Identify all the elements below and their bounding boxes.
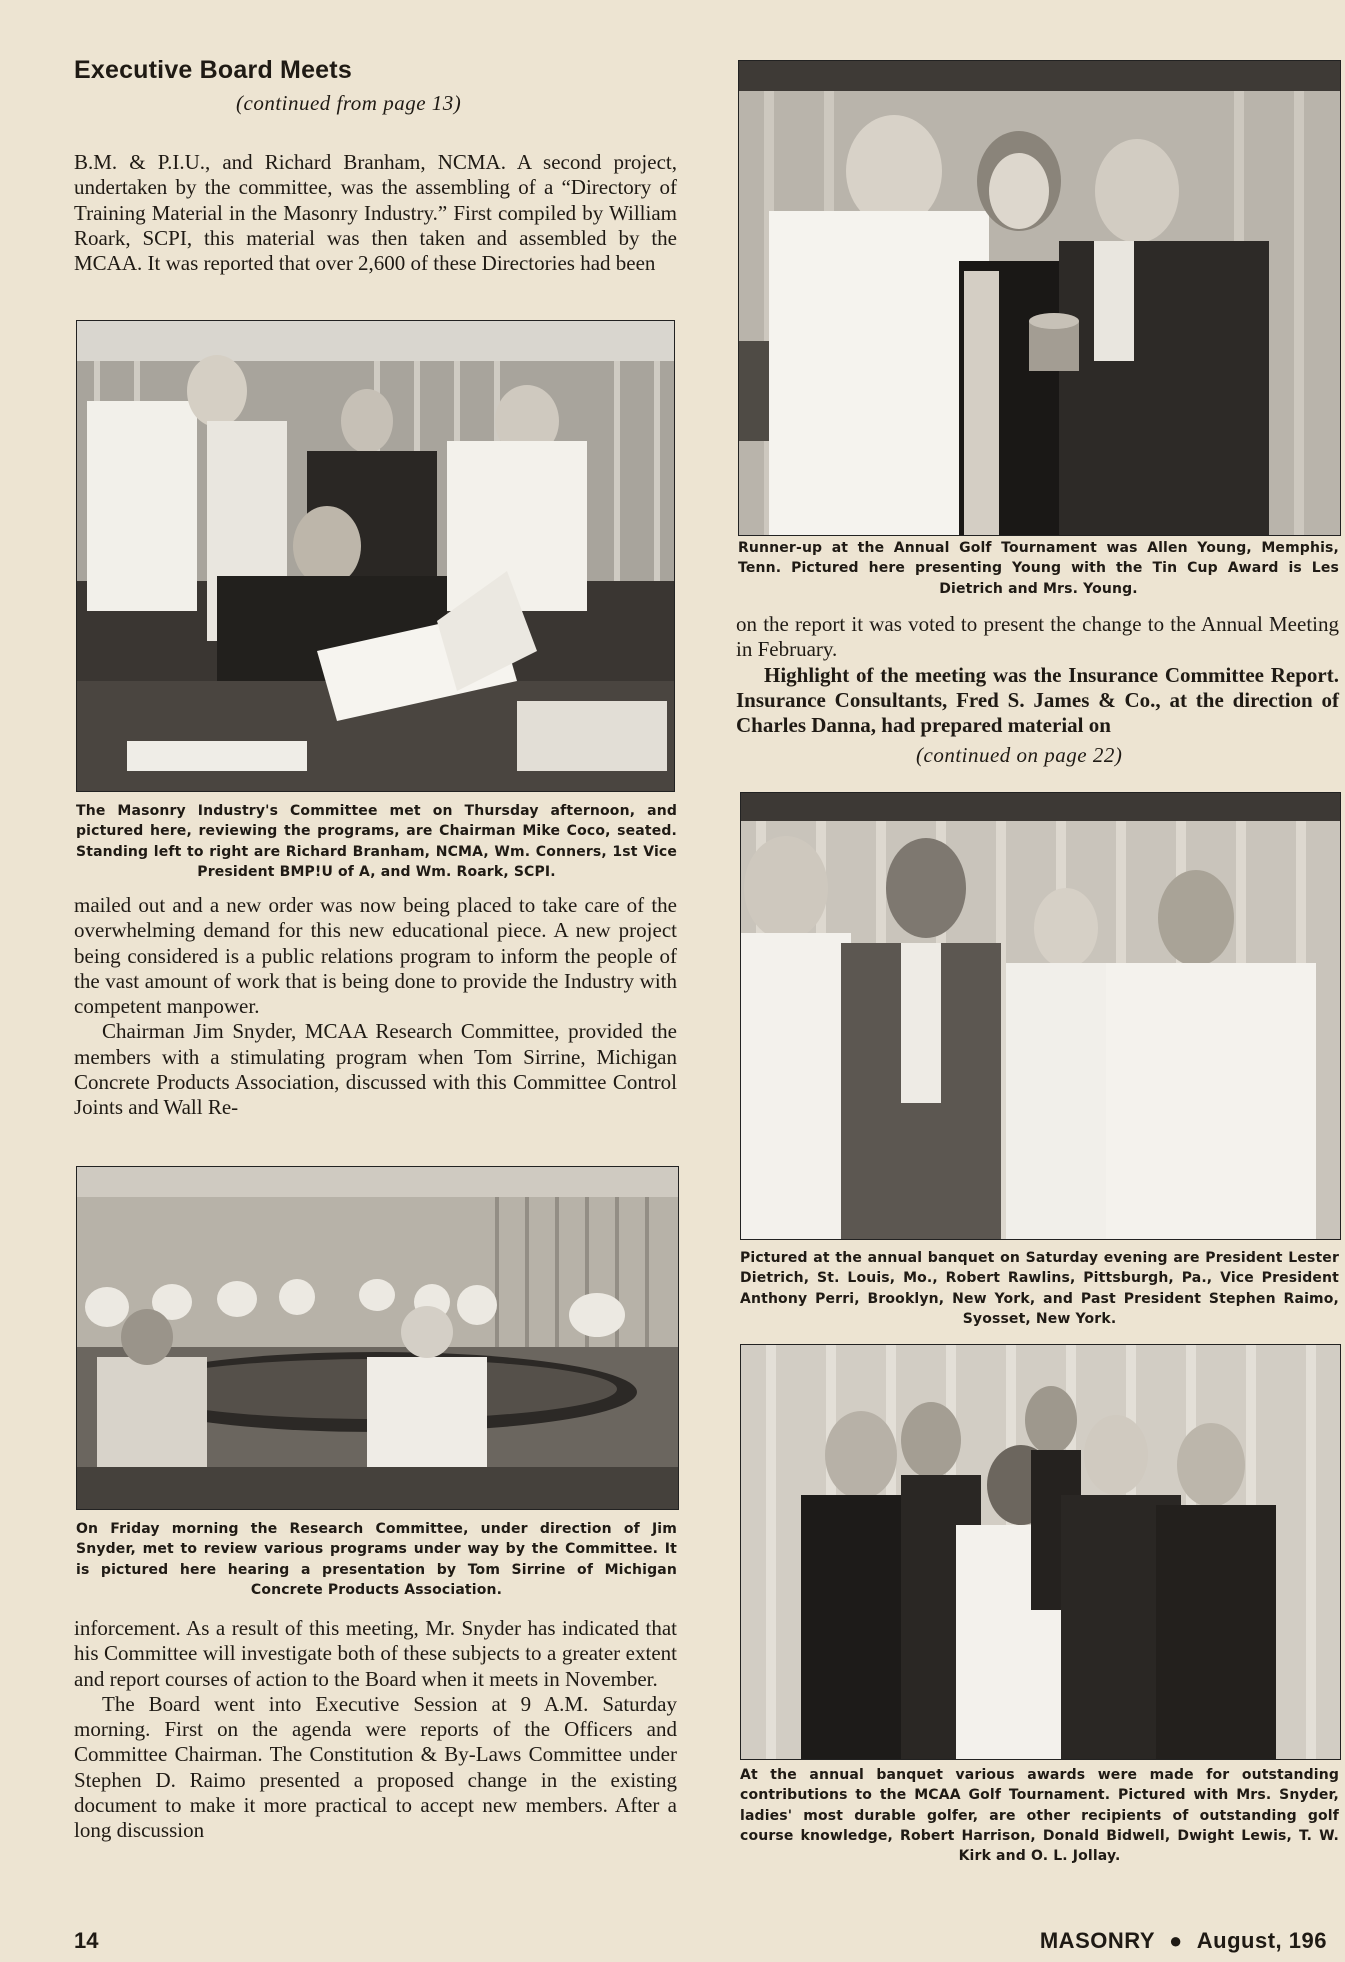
right-paragraphs: [736, 612, 1339, 738]
bullet-separator-icon: ●: [1169, 1928, 1183, 1953]
paragraph-text: B.M. & P.I.U., and Richard Branham, NCMA. A second project, undertaken by the committee, was the assembling of a “Directory of Training Material in the Masonry Industry.” First compiled by William Roark, SCPI, this material was then taken and assembled by the MCAA. It was reported that over 2,600 of these Directories had been: [74, 150, 677, 276]
continued-from-note: (continued from page 13): [236, 91, 462, 115]
caption-golf-runner-up: Runner-up at the Annual Golf Tournament was Allen Young, Memphis, Tenn. Pictured here presenting Young with the Tin Cup Award is Les Dietrich and Mrs. Young.: [738, 540, 1339, 597]
publication-date: August, 196: [1196, 1928, 1327, 1953]
photo-awards: [740, 1344, 1341, 1760]
article-title: Executive Board Meets: [74, 56, 352, 84]
paragraph-text: The Board went into Executive Session at 9 A.M. Saturday morning. First on the agenda were reports of the Officers and Committee Chairman. The Constitution & By-Laws Committee under Stephen D. Raimo presented a proposed change in the existing document to make it more practical to accept new members. After a long discussion: [74, 1691, 677, 1843]
photo-golf-runner-up: [738, 60, 1341, 536]
paragraph-text-bold: Highlight of the meeting was the Insurance Committee Report. Insurance Consultants, Fred S. James & Co., at the direction of Charles Danna, had prepared material on: [736, 662, 1339, 738]
photo-committee-meeting: [76, 320, 675, 792]
caption-committee-meeting: The Masonry Industry's Committee met on Thursday afternoon, and pictured here, reviewing the programs, are Chairman Mike Coco, seated. Standing left to right are Richard Branham, NCMA, Wm. Conners, 1st Vice President BMP!U of A, and Wm. Roark, SCPI.: [76, 803, 677, 880]
caption-research-committee: On Friday morning the Research Committee, under direction of Jim Snyder, met to review various programs under way by the Committee. It is pictured here hearing a presentation by Tom Sirrine of Michigan Concrete Products Association.: [76, 1521, 677, 1598]
paragraph-text: inforcement. As a result of this meeting, Mr. Snyder has indicated that his Committee will investigate both of these subjects to a greater extent and report courses of action to the Board when it meets in November.: [74, 1616, 677, 1691]
left-paragraphs-4-5: [74, 1616, 677, 1844]
publication-footer: [1040, 1928, 1327, 1954]
paragraph-text: Chairman Jim Snyder, MCAA Research Committee, provided the members with a stimulating program when Tom Sirrine, Michigan Concrete Products Association, discussed with this Committee Control Joints and Wall Re-: [74, 1019, 677, 1120]
left-paragraphs-2-3: [74, 893, 677, 1121]
caption-awards: At the annual banquet various awards were made for outstanding contributions to the MCAA Golf Tournament. Pictured with Mrs. Snyder, ladies' most durable golfer, are other recipients of outstanding golf course knowledge, Robert Harrison, Donald Bidwell, Dwight Lewis, T. W. Kirk and O. L. Jollay.: [740, 1767, 1339, 1865]
continued-on-note: (continued on page 22): [916, 743, 1123, 767]
paragraph-text: on the report it was voted to present the change to the Annual Meeting in February.: [736, 612, 1339, 662]
left-paragraph-1: [74, 150, 677, 276]
photo-research-committee: [76, 1166, 679, 1510]
caption-annual-banquet: Pictured at the annual banquet on Saturday evening are President Lester Dietrich, St. Louis, Mo., Robert Rawlins, Pittsburgh, Pa., Vice President Anthony Perri, Brooklyn, New York, and Past President Stephen Raimo, Syosset, New York.: [740, 1250, 1339, 1327]
page-number: 14: [74, 1928, 99, 1953]
paragraph-text: mailed out and a new order was now being placed to take care of the overwhelming demand for this new educational piece. A new project being considered is a public relations program to inform the people of the vast amount of work that is being done to provide the Industry with competent manpower.: [74, 893, 677, 1019]
photo-annual-banquet: [740, 792, 1341, 1240]
publication-name: MASONRY: [1039, 1928, 1155, 1953]
